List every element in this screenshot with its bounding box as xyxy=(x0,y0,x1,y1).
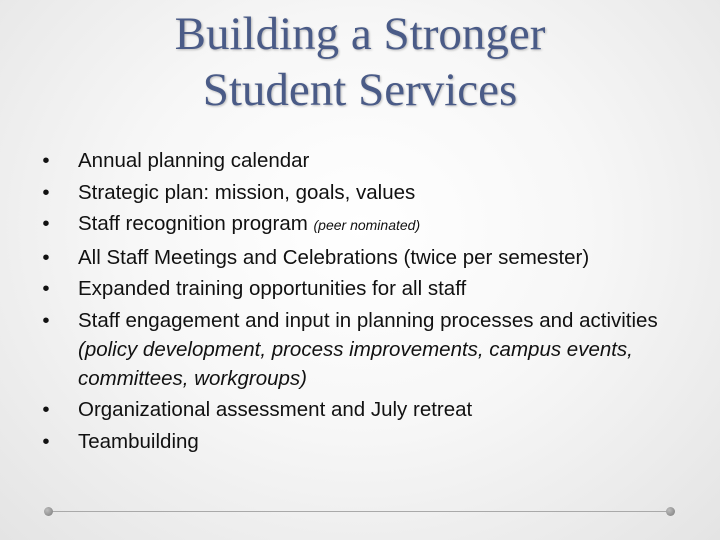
footer-rule-left-knob xyxy=(44,507,53,516)
bullet-text: Annual planning calendar xyxy=(78,149,310,172)
bullet-marker: • xyxy=(42,398,50,421)
bullet-text: Staff recognition program xyxy=(78,212,314,235)
bullet-item xyxy=(38,306,688,393)
slide-title-line-1: Building a Stronger xyxy=(174,8,546,60)
bullet-marker: • xyxy=(42,212,50,235)
bullet-marker: • xyxy=(42,429,50,453)
bullet-list xyxy=(38,146,688,458)
bullet-marker: • xyxy=(42,277,50,300)
bullet-item xyxy=(38,243,688,272)
slide-title-line-2: Student Services xyxy=(202,64,518,116)
slide-title xyxy=(60,6,660,118)
bullet-text: Strategic plan: mission, goals, values xyxy=(78,180,416,204)
bullet-text: Expanded training opportunities for all staff xyxy=(78,277,467,300)
bullet-marker: • xyxy=(42,149,50,172)
bullet-text: All Staff Meetings and Celebrations (twice per semester) xyxy=(78,245,590,269)
bullet-item xyxy=(38,427,688,456)
bullet-item xyxy=(38,395,688,424)
bullet-detail: (policy development, process improvements, campus events, committees, workgroups) xyxy=(78,337,633,390)
footer-rule-right-knob xyxy=(666,507,675,516)
bullet-item xyxy=(38,146,688,175)
bullet-item xyxy=(38,274,688,303)
bullet-text: Teambuilding xyxy=(78,429,199,453)
bullet-marker: • xyxy=(42,180,50,204)
footer-rule xyxy=(50,511,670,512)
bullet-text: Organizational assessment and July retreat xyxy=(78,398,473,421)
bullet-marker: • xyxy=(42,245,50,269)
bullet-item xyxy=(38,209,688,240)
bullet-note: (peer nominated) xyxy=(313,217,421,233)
bullet-text: Staff engagement and input in planning processes and activities xyxy=(78,308,658,332)
bullet-marker: • xyxy=(42,308,50,332)
bullet-item xyxy=(38,178,688,207)
